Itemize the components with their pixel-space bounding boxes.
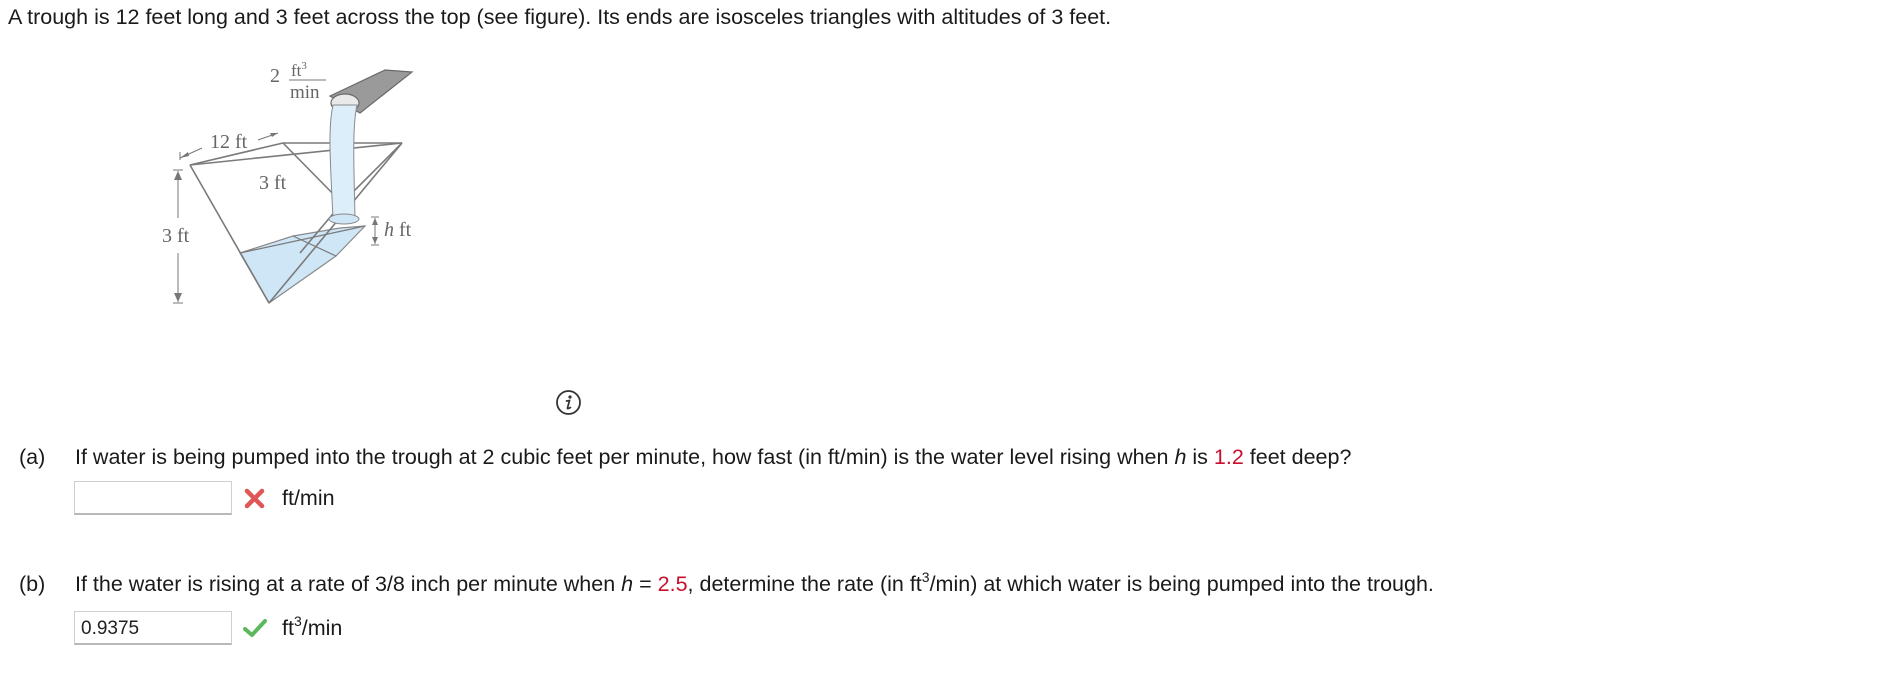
rate-unit-top: ft [291, 61, 302, 80]
cross-icon [242, 485, 268, 511]
part-b-label: (b) [19, 572, 46, 596]
part-a-answer-input[interactable] [74, 481, 232, 515]
part-a-unit: ft/min [282, 485, 335, 510]
svg-text:ft3: $ft^3$ [291, 60, 307, 80]
part-a-answer-row [74, 479, 335, 517]
part-a-value: 1.2 [1213, 445, 1244, 469]
rate-value: 2 [270, 65, 280, 87]
part-a-label: (a) [19, 445, 46, 469]
width-label: 3 ft [259, 172, 287, 194]
svg-text:hft [384, 219, 412, 241]
part-b-question: (b) If the water is rising at a rate of 3/8 inch per minute when h = 2.5, determine the rate (in $ft^3/\min$) at which water is being pumped into the trough. [19, 569, 1434, 596]
length-label: 12 ft [210, 131, 248, 153]
height-label: 3 ft [162, 225, 190, 247]
depth-unit: ft [399, 219, 412, 241]
info-icon[interactable] [555, 389, 582, 416]
trough-figure [140, 58, 540, 380]
rate-unit-bottom: min [290, 82, 320, 103]
problem-statement: A trough is 12 feet long and 3 feet across the top (see figure). Its ends are isosceles triangles with altitudes of 3 feet. [8, 5, 1112, 29]
part-b-value: 2.5 [657, 572, 688, 596]
part-a-question: (a) If water is being pumped into the trough at 2 cubic feet per minute, how fast (in ft/min) is the water level rising when h is 1.2 feet deep? [19, 445, 1352, 469]
depth-var: h [384, 219, 394, 241]
part-b-unit: $ft^3/\min$ [282, 612, 343, 640]
check-icon [242, 615, 268, 641]
part-b-answer-input[interactable] [74, 611, 232, 645]
part-b-answer-row [74, 609, 342, 647]
